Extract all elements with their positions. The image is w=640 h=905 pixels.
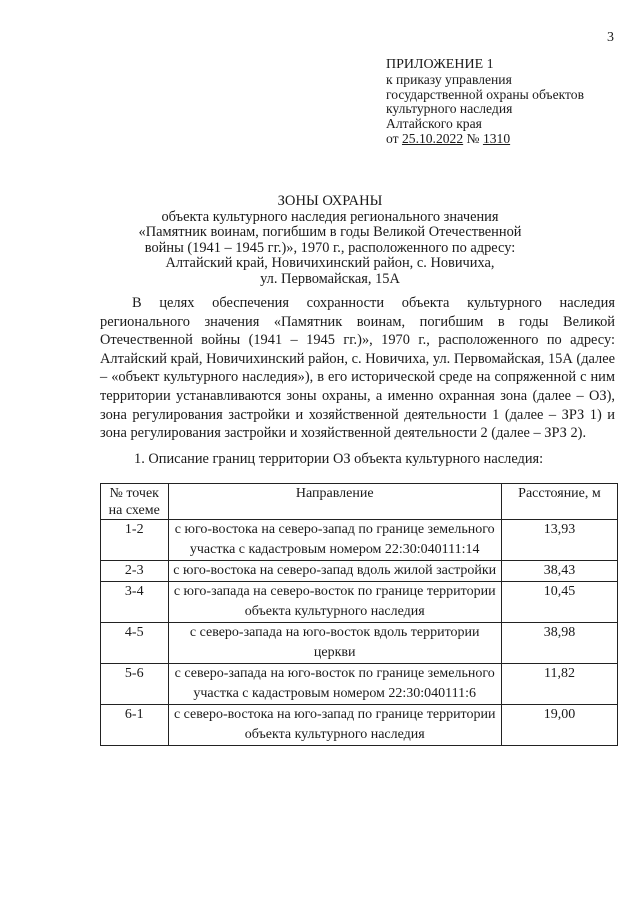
- cell-points: 2-3: [101, 561, 169, 582]
- intro-paragraph-wrapper: [100, 294, 615, 443]
- appendix-line: Алтайского края: [386, 116, 482, 132]
- cell-direction: с северо-запада на юго-восток вдоль территории церкви: [168, 623, 501, 664]
- cell-points: 5-6: [101, 664, 169, 705]
- zone-title-line: ул. Первомайская, 15А: [260, 270, 400, 287]
- table-header-row: [101, 484, 618, 520]
- zone-title-line: объекта культурного наследия регионального значения: [161, 208, 499, 225]
- cell-points: 1-2: [101, 520, 169, 561]
- appendix-block: [386, 58, 584, 147]
- cell-direction: с северо-востока на юго-запад по границе территории объекта культурного наследия: [168, 705, 501, 746]
- header-points: [101, 484, 169, 520]
- intro-paragraph: В целях обеспечения сохранности объекта культурного наследия регионального значения «Памятник воинам, погибшим в годы Великой Отечественной войны (1941 – 1945 гг.)», 1970 г., расположенного по адресу: Алтайский край, Новичихинский район, с. Новичиха, ул. Первомайская, 15А (далее – «объект культурного наследия»), в его исторической среде на сопряженной с ним территории устанавливаются зоны охраны, а именно охранная зона (далее – ОЗ), зона регулирования застройки и хозяйственной деятельности 1 (далее – ЗРЗ 1) и зона регулирования застройки и хозяйственной деятельности 2 (далее – ЗРЗ 2).: [100, 295, 615, 442]
- cell-points: 4-5: [101, 623, 169, 664]
- table-row: [101, 520, 618, 561]
- cell-points: 6-1: [101, 705, 169, 746]
- cell-direction: с юго-востока на северо-запад по границе земельного участка с кадастровым номером 22:30:040111:14: [168, 520, 501, 561]
- appendix-number: 1310: [482, 130, 511, 146]
- appendix-line: государственной охраны объектов: [386, 86, 585, 102]
- cell-distance: 11,82: [501, 664, 617, 705]
- table-row: [101, 561, 618, 582]
- appendix-date-line: [386, 132, 584, 147]
- appendix-date-prefix: от: [386, 130, 399, 146]
- page-number: 3: [607, 30, 614, 45]
- header-points-line1: № точек: [109, 486, 159, 501]
- table-row: [101, 664, 618, 705]
- cell-direction: с юго-востока на северо-запад вдоль жилой застройки: [168, 561, 501, 582]
- cell-direction: с северо-запада на юго-восток по границе земельного участка с кадастровым номером 22:30:040111:6: [168, 664, 501, 705]
- zone-title-line: войны (1941 – 1945 гг.)», 1970 г., расположенного по адресу:: [144, 239, 516, 256]
- header-distance: Расстояние, м: [501, 484, 617, 520]
- appendix-title: ПРИЛОЖЕНИЕ 1: [386, 57, 494, 72]
- cell-distance: 38,98: [501, 623, 617, 664]
- appendix-date: 25.10.2022: [401, 130, 464, 146]
- zone-title-line: Алтайский край, Новичихинский район, с. Новичиха,: [165, 255, 495, 272]
- cell-distance: 13,93: [501, 520, 617, 561]
- appendix-number-sign: №: [466, 130, 480, 146]
- zone-title-line: «Памятник воинам, погибшим в годы Великой Отечественной: [138, 224, 522, 241]
- boundary-table: [100, 483, 618, 746]
- appendix-line: культурного наследия: [386, 101, 513, 117]
- cell-points: 3-4: [101, 582, 169, 623]
- table-row: [101, 705, 618, 746]
- table-row: [101, 582, 618, 623]
- header-points-line2: на схеме: [108, 503, 160, 518]
- zone-title-heading: ЗОНЫ ОХРАНЫ: [277, 193, 383, 209]
- cell-distance: 19,00: [501, 705, 617, 746]
- zone-title-block: [80, 194, 580, 288]
- table-row: [101, 623, 618, 664]
- section-title: 1. Описание границ территории ОЗ объекта культурного наследия:: [134, 451, 544, 467]
- cell-distance: 10,45: [501, 582, 617, 623]
- appendix-line: к приказу управления: [386, 71, 512, 87]
- header-direction: Направление: [168, 484, 501, 520]
- cell-direction: с юго-запада на северо-восток по границе территории объекта культурного наследия: [168, 582, 501, 623]
- cell-distance: 38,43: [501, 561, 617, 582]
